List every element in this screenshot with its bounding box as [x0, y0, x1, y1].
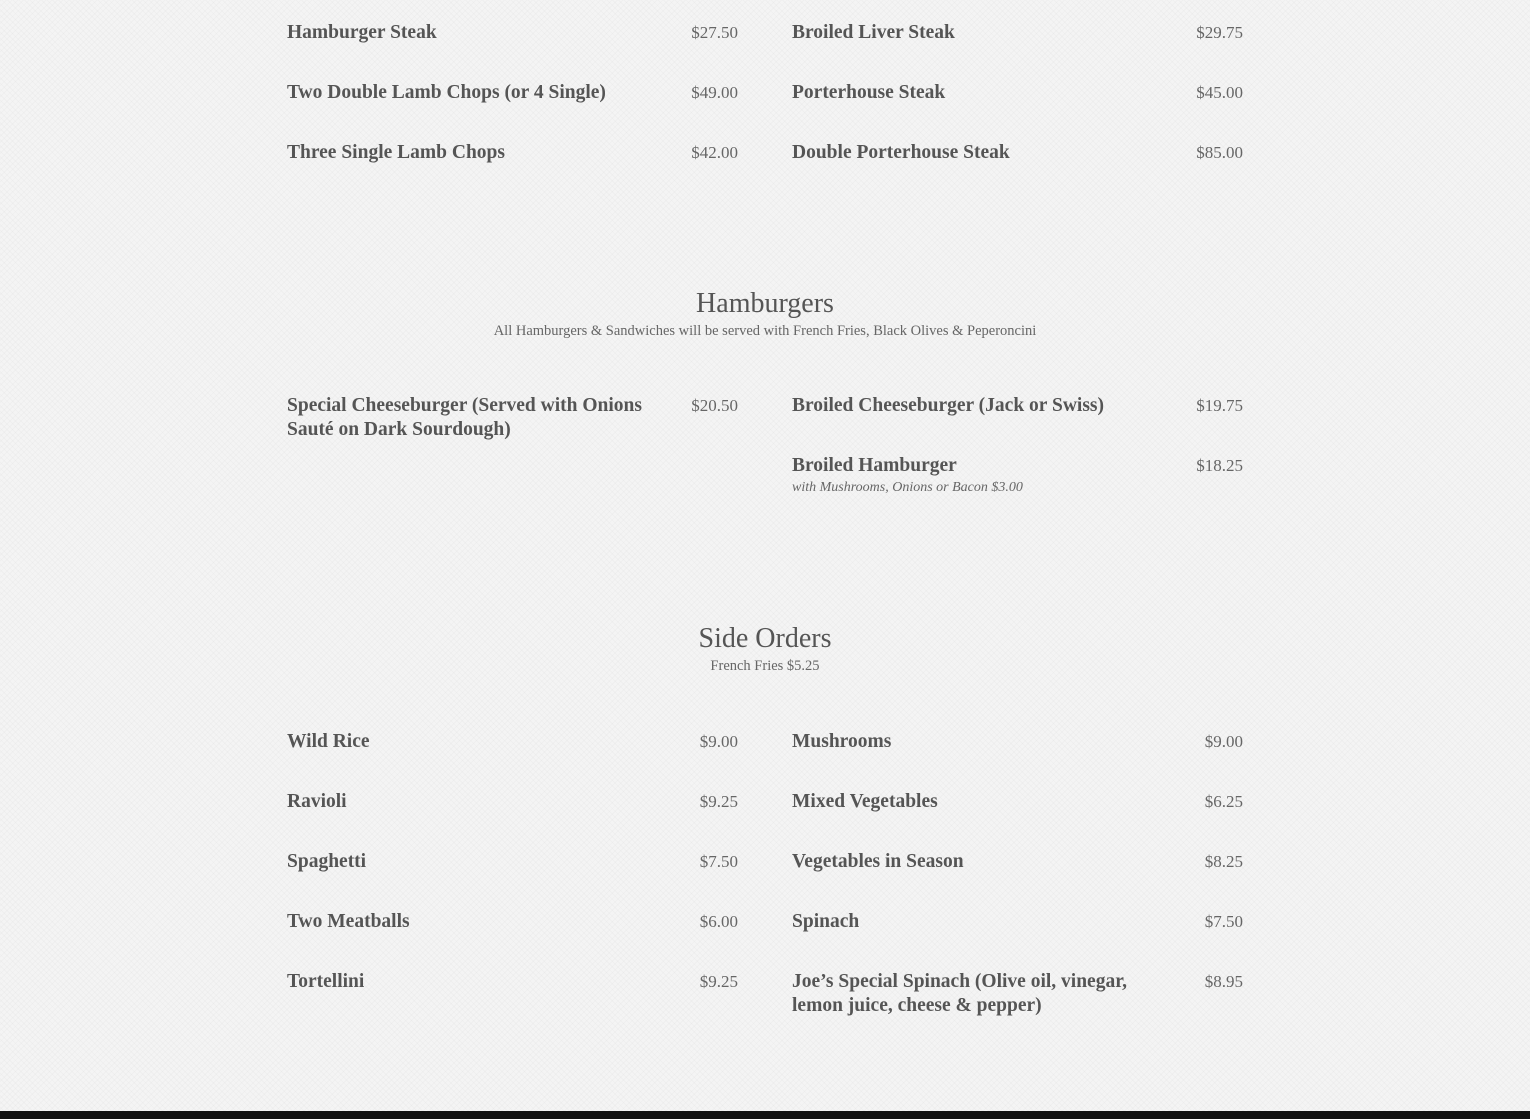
item-price: $27.50: [691, 23, 738, 42]
menu-item: [287, 850, 738, 910]
item-price: $8.25: [1204, 852, 1243, 871]
item-price: $85.00: [1196, 143, 1243, 162]
menu-item: [287, 141, 738, 201]
menu-item: [287, 730, 738, 790]
item-price: $7.50: [1204, 912, 1243, 931]
menu-item: [792, 790, 1243, 850]
item-name: Porterhouse Steak: [792, 82, 946, 103]
item-price: $6.25: [1204, 792, 1243, 811]
item-name: Wild Rice: [287, 731, 370, 752]
item-price: $29.75: [1196, 23, 1243, 42]
side-orders-right-column: [792, 730, 1243, 1030]
steaks-left-column: [287, 21, 738, 201]
section-title: Side Orders: [698, 623, 832, 654]
item-name: Broiled Hamburger: [792, 455, 957, 476]
menu-item: [287, 970, 738, 1030]
item-price: $8.95: [1204, 972, 1243, 991]
hamburgers-header: [287, 287, 1243, 341]
menu-item: [792, 454, 1243, 514]
steaks-right-column: [792, 21, 1243, 201]
item-name: Two Double Lamb Chops (or 4 Single): [287, 82, 606, 103]
item-price: $42.00: [691, 143, 738, 162]
item-name: Vegetables in Season: [792, 851, 964, 872]
item-name: Joe’s Special Spinach (Olive oil, vinegar, lemon juice, cheese & pepper): [792, 971, 1127, 1016]
item-name: Mushrooms: [792, 731, 892, 752]
item-name: Ravioli: [287, 791, 347, 812]
menu-item: [792, 910, 1243, 970]
menu-item: [792, 21, 1243, 81]
menu-item: [287, 910, 738, 970]
item-price: $45.00: [1196, 83, 1243, 102]
menu-item: [287, 394, 738, 454]
menu-item: [792, 394, 1243, 454]
item-price: $9.00: [1204, 732, 1243, 751]
item-price: $9.25: [699, 972, 738, 991]
section-subtitle: French Fries $5.25: [710, 658, 820, 674]
menu-item: [792, 141, 1243, 201]
menu-item: [287, 81, 738, 141]
side-orders-grid: [287, 730, 1243, 1030]
item-name: Spinach: [792, 911, 860, 932]
steaks-grid: [287, 21, 1243, 201]
item-price: $18.25: [1196, 456, 1243, 475]
item-name: Mixed Vegetables: [792, 791, 938, 812]
item-price: $49.00: [691, 83, 738, 102]
item-price: $9.00: [699, 732, 738, 751]
item-note: with Mushrooms, Onions or Bacon $3.00: [792, 480, 1023, 495]
menu-item: [792, 730, 1243, 790]
item-price: $9.25: [699, 792, 738, 811]
side-orders-header: [287, 622, 1243, 676]
item-name: Broiled Liver Steak: [792, 22, 955, 43]
side-orders-left-column: [287, 730, 738, 1030]
footer-bar: [0, 1111, 1530, 1119]
item-price: $19.75: [1196, 396, 1243, 415]
hamburgers-left-column: [287, 394, 738, 454]
section-title: Hamburgers: [696, 288, 834, 319]
section-subtitle: All Hamburgers & Sandwiches will be served with French Fries, Black Olives & Peperoncini: [493, 323, 1037, 339]
item-price: $6.00: [699, 912, 738, 931]
hamburgers-grid: [287, 394, 1243, 514]
menu-item: [287, 790, 738, 850]
item-name: Hamburger Steak: [287, 22, 437, 43]
item-name: Broiled Cheeseburger (Jack or Swiss): [792, 395, 1104, 416]
menu-item: [792, 970, 1243, 1030]
item-name: Spaghetti: [287, 851, 367, 872]
menu-item: [792, 850, 1243, 910]
menu-item: [792, 81, 1243, 141]
item-name: Two Meatballs: [287, 911, 410, 932]
item-name: Special Cheeseburger (Served with Onions Sauté on Dark Sourdough): [287, 395, 642, 440]
item-name: Tortellini: [287, 971, 365, 992]
item-price: $7.50: [699, 852, 738, 871]
item-name: Double Porterhouse Steak: [792, 142, 1010, 163]
menu-item: [287, 21, 738, 81]
item-price: $20.50: [691, 396, 738, 415]
hamburgers-right-column: [792, 394, 1243, 514]
item-name: Three Single Lamb Chops: [287, 142, 505, 163]
